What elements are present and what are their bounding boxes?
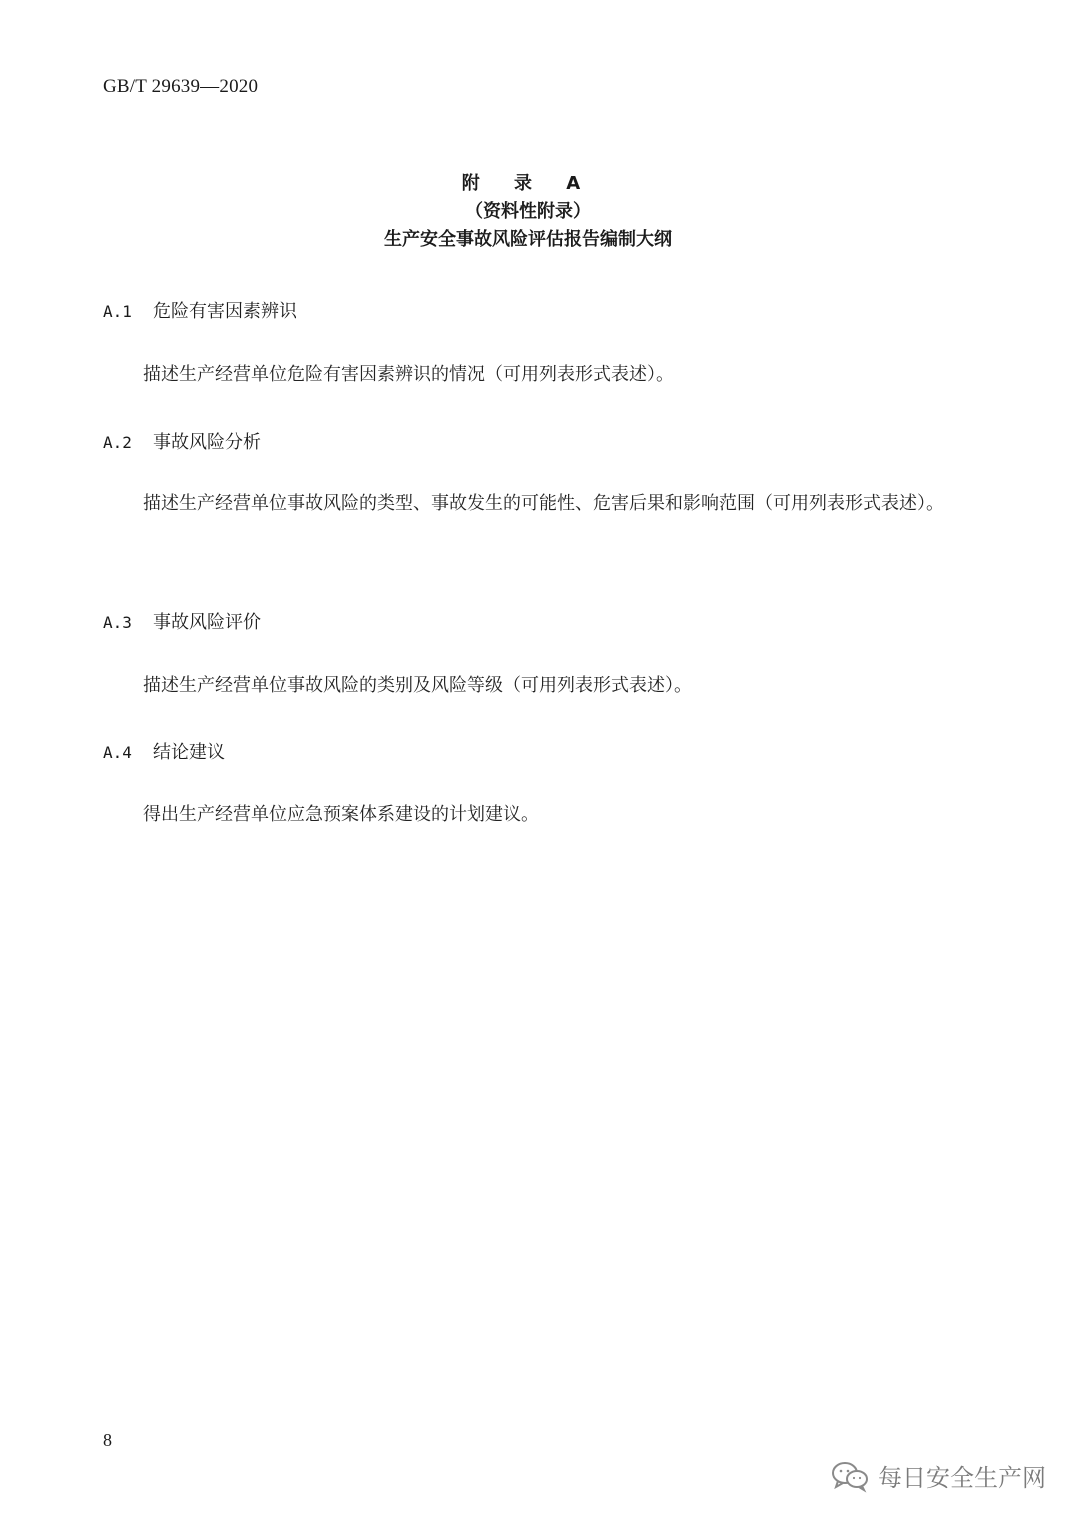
section-heading bbox=[103, 608, 261, 634]
section-number: A.3 bbox=[103, 613, 132, 632]
watermark-text: 每日安全生产网 bbox=[878, 1464, 1046, 1492]
section-heading bbox=[103, 428, 261, 454]
standard-number: GB/T 29639—2020 bbox=[103, 76, 259, 97]
section-heading bbox=[103, 738, 225, 764]
section-paragraph: 描述生产经营单位事故风险的类别及风险等级（可用列表形式表述）。 bbox=[143, 675, 692, 696]
section-number: A.4 bbox=[103, 743, 132, 762]
appendix-subtitle: （资料性附录） bbox=[465, 201, 591, 222]
section-heading bbox=[103, 297, 297, 323]
appendix-heading bbox=[0, 170, 1056, 254]
section-paragraph: 描述生产经营单位事故风险的类型、事故发生的可能性、危害后果和影响范围（可用列表形式表述）。 bbox=[143, 493, 944, 514]
section-number: A.1 bbox=[103, 302, 132, 321]
wechat-icon bbox=[830, 1459, 870, 1493]
section-number: A.2 bbox=[103, 433, 132, 452]
watermark bbox=[830, 1458, 1046, 1493]
section-title: 事故风险分析 bbox=[153, 432, 261, 453]
section-title: 结论建议 bbox=[153, 742, 225, 763]
page-number: 8 bbox=[103, 1430, 112, 1450]
section-title: 事故风险评价 bbox=[153, 612, 261, 633]
section-paragraph: 描述生产经营单位危险有害因素辨识的情况（可用列表形式表述）。 bbox=[143, 364, 674, 385]
appendix-title: 生产安全事故风险评估报告编制大纲 bbox=[384, 229, 672, 250]
section-paragraph: 得出生产经营单位应急预案体系建设的计划建议。 bbox=[143, 804, 539, 825]
section-title: 危险有害因素辨识 bbox=[153, 301, 297, 322]
appendix-label: 附 录 A bbox=[461, 173, 595, 194]
